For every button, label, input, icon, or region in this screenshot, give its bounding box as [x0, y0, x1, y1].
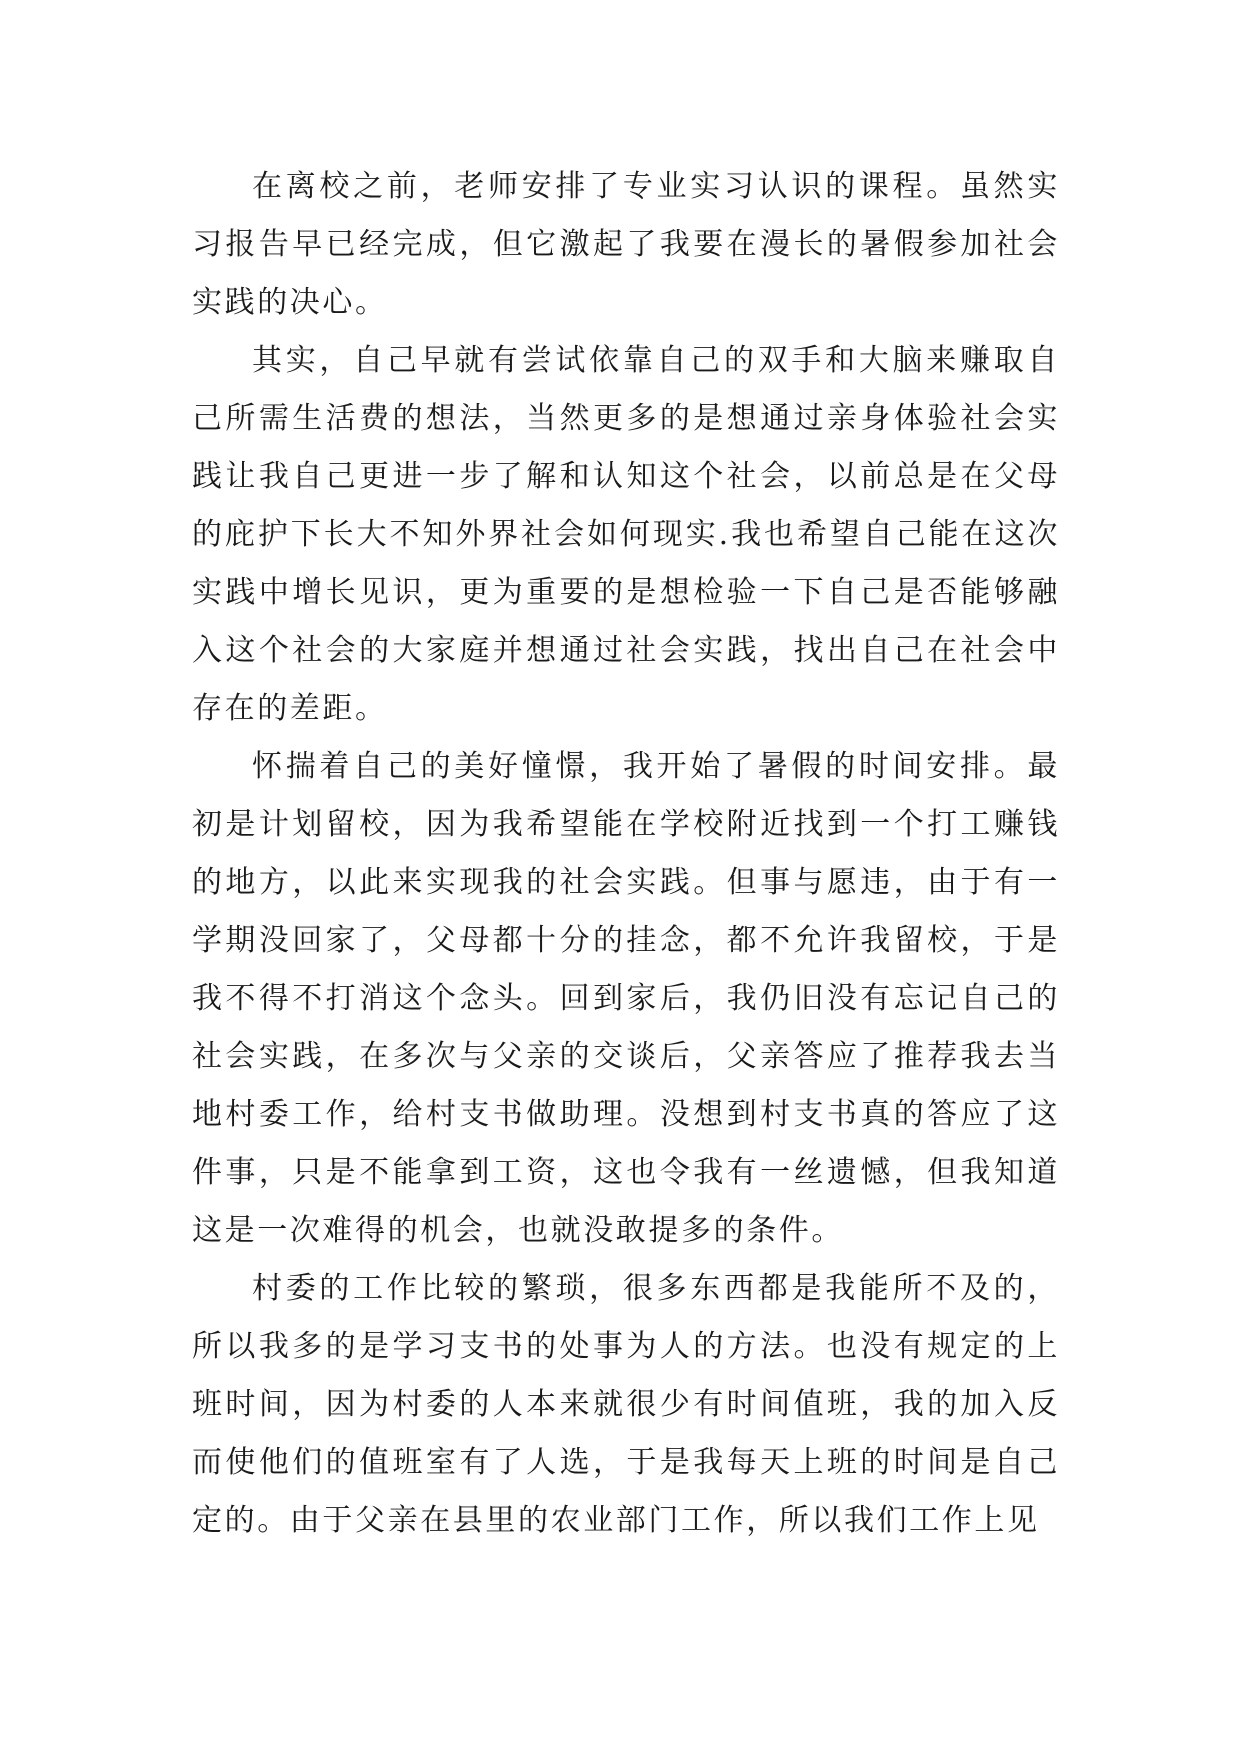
- paragraph-2: 其实，自己早就有尝试依靠自己的双手和大脑来赚取自己所需生活费的想法，当然更多的是想通过亲身体验社会实践让我自己更进一步了解和认知这个社会，以前总是在父母的庇护下长大不知外界社会如何现实.我也希望自己能在这次实践中增长见识，更为重要的是想检验一下自己是否能够融入这个社会的大家庭并想通过社会实践，找出自己在社会中存在的差距。: [192, 343, 1060, 726]
- document-body: [192, 158, 1060, 1550]
- paragraph-1: 在离校之前，老师安排了专业实习认识的课程。虽然实习报告早已经完成，但它激起了我要在漫长的暑假参加社会实践的决心。: [192, 169, 1060, 320]
- paragraph-4: 村委的工作比较的繁琐，很多东西都是我能所不及的，所以我多的是学习支书的处事为人的方法。也没有规定的上班时间，因为村委的人本来就很少有时间值班，我的加入反而使他们的值班室有了人选，于是我每天上班的时间是自己定的。由于父亲在县里的农业部门工作，所以我们工作上见: [192, 1271, 1060, 1538]
- paragraph-3: 怀揣着自己的美好憧憬，我开始了暑假的时间安排。最初是计划留校，因为我希望能在学校附近找到一个打工赚钱的地方，以此来实现我的社会实践。但事与愿违，由于有一学期没回家了，父母都十分的挂念，都不允许我留校，于是我不得不打消这个念头。回到家后，我仍旧没有忘记自己的社会实践，在多次与父亲的交谈后，父亲答应了推荐我去当地村委工作，给村支书做助理。没想到村支书真的答应了这件事，只是不能拿到工资，这也令我有一丝遗憾，但我知道这是一次难得的机会，也就没敢提多的条件。: [192, 749, 1060, 1248]
